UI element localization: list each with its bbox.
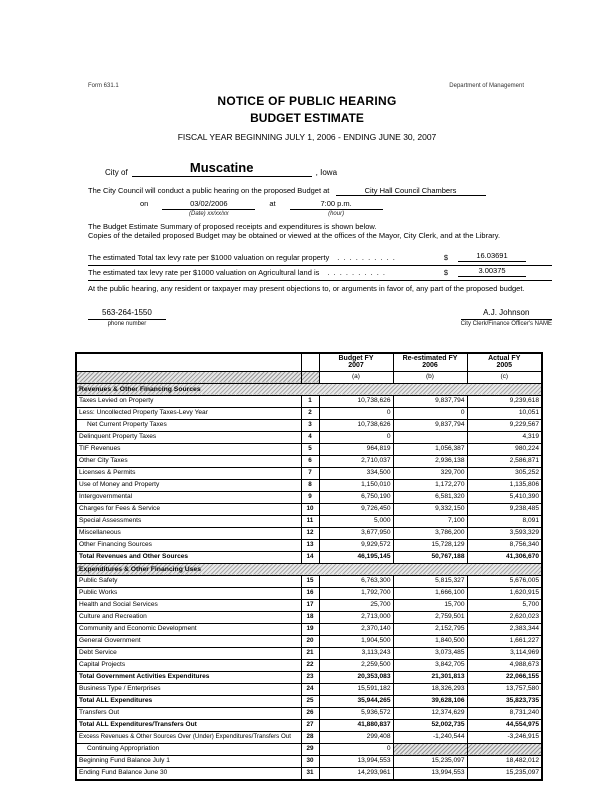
col-header-1: Re-estimated FY 2006 <box>393 353 467 371</box>
clerk-name: A.J. Johnson <box>461 308 552 320</box>
cell-c: 5,410,390 <box>467 491 542 503</box>
row-label: Ending Fund Balance June 30 <box>76 767 301 780</box>
cell-a: 9,726,450 <box>319 503 393 515</box>
row-number: 29 <box>301 743 319 755</box>
cell-c: 8,756,340 <box>467 539 542 551</box>
row-label: Excess Revenues & Other Sources Over (Under) Expenditures/Transfers Out <box>76 731 301 743</box>
row-number: 30 <box>301 755 319 767</box>
cell-b <box>393 743 467 755</box>
cell-b: 2,152,795 <box>393 623 467 635</box>
row-number: 27 <box>301 719 319 731</box>
body-text-2: Copies of the detailed proposed Budget may be obtained or viewed at the offices of the Mayor, City Clerk, and at the Library. <box>88 231 501 240</box>
document-meta <box>88 83 524 89</box>
cell-a: 2,370,140 <box>319 623 393 635</box>
row-number: 26 <box>301 707 319 719</box>
table-row <box>76 551 542 563</box>
cell-c: -3,246,915 <box>467 731 542 743</box>
cell-b: 2,759,501 <box>393 611 467 623</box>
cell-a: 5,936,572 <box>319 707 393 719</box>
cell-c: 2,620,023 <box>467 611 542 623</box>
cell-a: 0 <box>319 407 393 419</box>
fiscal-year-line: FISCAL YEAR BEGINNING JULY 1, 2006 - ENDING JUNE 30, 2007 <box>177 132 437 142</box>
body-text-1: The Budget Estimate Summary of proposed receipts and expenditures is shown below. <box>88 222 377 231</box>
cell-a: 1,150,010 <box>319 479 393 491</box>
cell-c: 15,235,097 <box>467 767 542 780</box>
table-row <box>76 683 542 695</box>
row-label: Public Safety <box>76 575 301 587</box>
row-number: 16 <box>301 587 319 599</box>
cell-a: 0 <box>319 431 393 443</box>
page-title: NOTICE OF PUBLIC HEARING <box>217 94 397 108</box>
agency-name: Department of Management <box>449 83 524 89</box>
row-number: 22 <box>301 659 319 671</box>
cell-a: 14,293,961 <box>319 767 393 780</box>
row-number: 5 <box>301 443 319 455</box>
cell-c: 2,383,344 <box>467 623 542 635</box>
row-label: Public Works <box>76 587 301 599</box>
cell-a: 25,700 <box>319 599 393 611</box>
levy-regular-value-group <box>444 251 526 262</box>
phone-label: phone number <box>107 321 147 327</box>
row-number: 3 <box>301 419 319 431</box>
letters-row-num <box>301 371 319 383</box>
row-label: Delinquent Property Taxes <box>76 431 301 443</box>
dot-leaders: . . . . . . . . . . <box>327 268 386 277</box>
hour-hint: (hour) <box>328 211 345 217</box>
cell-b: 1,172,270 <box>393 479 467 491</box>
cell-b: 3,073,485 <box>393 647 467 659</box>
date-hint: (Date) xx/xx/xx <box>189 211 229 217</box>
row-label: Special Assessments <box>76 515 301 527</box>
city-suffix: , Iowa <box>315 168 338 177</box>
row-label: Total ALL Expenditures/Transfers Out <box>76 719 301 731</box>
row-label: Other City Taxes <box>76 455 301 467</box>
row-label: Intergovernmental <box>76 491 301 503</box>
col-header-rownum <box>301 353 319 371</box>
table-row <box>76 527 542 539</box>
cell-c: 13,757,580 <box>467 683 542 695</box>
cell-b: 15,700 <box>393 599 467 611</box>
row-label: Transfers Out <box>76 707 301 719</box>
table-row <box>76 695 542 707</box>
at-label: at <box>269 199 276 208</box>
table-row <box>76 515 542 527</box>
row-number: 20 <box>301 635 319 647</box>
row-label: Charges for Fees & Service <box>76 503 301 515</box>
cell-b: 9,332,150 <box>393 503 467 515</box>
cell-c: 3,593,329 <box>467 527 542 539</box>
row-label: Beginning Fund Balance July 1 <box>76 755 301 767</box>
cell-a: 6,763,300 <box>319 575 393 587</box>
table-row <box>76 443 542 455</box>
cell-a: 9,929,572 <box>319 539 393 551</box>
hearing-time-field <box>290 199 383 217</box>
row-label: Licenses & Permits <box>76 467 301 479</box>
budget-table-wrapper <box>75 352 541 781</box>
table-row <box>76 431 542 443</box>
table-row <box>76 623 542 635</box>
cell-b: 50,767,188 <box>393 551 467 563</box>
row-number: 17 <box>301 599 319 611</box>
levy-regular-label: The estimated Total tax levy rate per $1000 valuation on regular property <box>88 253 330 262</box>
cell-c: 35,823,735 <box>467 695 542 707</box>
hearing-text: The City Council will conduct a public hearing on the proposed Budget at <box>88 186 330 195</box>
table-row <box>76 671 542 683</box>
section-header-row <box>76 383 542 395</box>
cell-c: 22,066,155 <box>467 671 542 683</box>
hearing-date-field <box>162 199 255 217</box>
cell-b: 9,837,794 <box>393 395 467 407</box>
row-number: 15 <box>301 575 319 587</box>
cell-b: -1,240,544 <box>393 731 467 743</box>
cell-c: 4,319 <box>467 431 542 443</box>
cell-c: 9,229,567 <box>467 419 542 431</box>
title-block <box>0 94 614 142</box>
col-header-item <box>76 353 301 371</box>
cell-b: 18,326,293 <box>393 683 467 695</box>
levy-regular-value: 16.03691 <box>458 251 526 262</box>
cell-a: 2,259,500 <box>319 659 393 671</box>
row-label: Health and Social Services <box>76 599 301 611</box>
cell-c: 2,586,871 <box>467 455 542 467</box>
table-row <box>76 767 542 780</box>
cell-b: 15,728,129 <box>393 539 467 551</box>
table-row <box>76 587 542 599</box>
section-header-row <box>76 563 542 575</box>
cell-a: 20,353,083 <box>319 671 393 683</box>
cell-a: 2,710,037 <box>319 455 393 467</box>
cell-a: 10,738,626 <box>319 419 393 431</box>
row-label: Use of Money and Property <box>76 479 301 491</box>
cell-a: 2,713,000 <box>319 611 393 623</box>
cell-a: 3,113,243 <box>319 647 393 659</box>
cell-b: 2,936,138 <box>393 455 467 467</box>
cell-c: 1,135,806 <box>467 479 542 491</box>
cell-b <box>393 431 467 443</box>
row-label: Total Revenues and Other Sources <box>76 551 301 563</box>
cell-b: 329,700 <box>393 467 467 479</box>
col-letter-1: (b) <box>393 371 467 383</box>
col-header-0: Budget FY 2007 <box>319 353 393 371</box>
row-label: Continuing Appropriation <box>76 743 301 755</box>
col-letter-0: (a) <box>319 371 393 383</box>
body-text-3: At the public hearing, any resident or taxpayer may present objections to, or arguments in favor of, any part of the proposed budget. <box>88 284 525 293</box>
cell-c: 5,676,005 <box>467 575 542 587</box>
cell-c: 1,661,227 <box>467 635 542 647</box>
levy-rate-regular-line <box>88 251 552 266</box>
cell-a: 964,819 <box>319 443 393 455</box>
row-number: 23 <box>301 671 319 683</box>
row-label: Miscellaneous <box>76 527 301 539</box>
budget-table-head <box>76 353 542 383</box>
cell-c: 3,114,969 <box>467 647 542 659</box>
city-name-field: Muscatine <box>132 160 312 177</box>
hearing-time-value: 7:00 p.m. <box>290 199 383 210</box>
cell-b: 1,840,500 <box>393 635 467 647</box>
letters-row-left <box>76 371 301 383</box>
cell-b: 13,994,553 <box>393 767 467 780</box>
cell-c: 8,091 <box>467 515 542 527</box>
table-row <box>76 755 542 767</box>
row-label: Debt Service <box>76 647 301 659</box>
on-label: on <box>140 199 149 208</box>
hearing-location-field: City Hall Council Chambers <box>336 186 486 196</box>
cell-b: 6,581,320 <box>393 491 467 503</box>
row-number: 24 <box>301 683 319 695</box>
cell-c: 18,482,012 <box>467 755 542 767</box>
cell-a: 3,677,950 <box>319 527 393 539</box>
cell-b: 0 <box>393 407 467 419</box>
cell-c <box>467 743 542 755</box>
budget-summary-table <box>75 352 543 781</box>
cell-a: 0 <box>319 743 393 755</box>
row-label: General Government <box>76 635 301 647</box>
cell-a: 1,792,700 <box>319 587 393 599</box>
cell-c: 8,731,240 <box>467 707 542 719</box>
table-row <box>76 395 542 407</box>
table-row <box>76 491 542 503</box>
row-label: TIF Revenues <box>76 443 301 455</box>
cell-a: 5,000 <box>319 515 393 527</box>
row-number: 8 <box>301 479 319 491</box>
cell-a: 15,591,182 <box>319 683 393 695</box>
clerk-label: City Clerk/Finance Officer's NAME <box>460 321 552 327</box>
row-number: 18 <box>301 611 319 623</box>
cell-c: 10,051 <box>467 407 542 419</box>
dot-leaders: . . . . . . . . . . <box>337 253 396 262</box>
phone-block <box>88 308 166 327</box>
row-label: Other Financing Sources <box>76 539 301 551</box>
clerk-block <box>461 308 552 327</box>
row-number: 31 <box>301 767 319 780</box>
levy-ag-label: The estimated tax levy rate per $1000 valuation on Agricultural land is <box>88 268 320 277</box>
cell-a: 13,994,553 <box>319 755 393 767</box>
row-number: 25 <box>301 695 319 707</box>
row-number: 1 <box>301 395 319 407</box>
table-row <box>76 407 542 419</box>
cell-b: 1,056,387 <box>393 443 467 455</box>
row-label: Capital Projects <box>76 659 301 671</box>
table-row <box>76 707 542 719</box>
table-row <box>76 479 542 491</box>
cell-a: 299,408 <box>319 731 393 743</box>
cell-a: 46,195,145 <box>319 551 393 563</box>
row-number: 14 <box>301 551 319 563</box>
table-row <box>76 599 542 611</box>
cell-a: 41,880,837 <box>319 719 393 731</box>
cell-c: 5,700 <box>467 599 542 611</box>
page-subtitle: BUDGET ESTIMATE <box>250 111 364 125</box>
phone-number: 563-264-1550 <box>88 308 166 320</box>
cell-c: 9,239,618 <box>467 395 542 407</box>
row-number: 10 <box>301 503 319 515</box>
table-row <box>76 611 542 623</box>
cell-c: 305,252 <box>467 467 542 479</box>
cell-a: 35,944,265 <box>319 695 393 707</box>
cell-c: 41,306,670 <box>467 551 542 563</box>
row-number: 7 <box>301 467 319 479</box>
col-letter-2: (c) <box>467 371 542 383</box>
row-number: 13 <box>301 539 319 551</box>
table-row <box>76 635 542 647</box>
budget-table-body <box>76 383 542 780</box>
cell-b: 7,100 <box>393 515 467 527</box>
row-label: Taxes Levied on Property <box>76 395 301 407</box>
hearing-date-value: 03/02/2006 <box>162 199 255 210</box>
row-number: 19 <box>301 623 319 635</box>
table-row <box>76 743 542 755</box>
row-number: 21 <box>301 647 319 659</box>
table-row <box>76 575 542 587</box>
cell-a: 10,738,626 <box>319 395 393 407</box>
row-number: 2 <box>301 407 319 419</box>
row-label: Culture and Recreation <box>76 611 301 623</box>
cell-b: 12,374,629 <box>393 707 467 719</box>
row-label: Total ALL Expenditures <box>76 695 301 707</box>
row-label: Business Type / Enterprises <box>76 683 301 695</box>
table-row <box>76 659 542 671</box>
cell-c: 4,988,673 <box>467 659 542 671</box>
cell-b: 9,837,794 <box>393 419 467 431</box>
form-number: Form 631.1 <box>88 83 119 89</box>
row-number: 28 <box>301 731 319 743</box>
row-label: Community and Economic Development <box>76 623 301 635</box>
cell-c: 44,554,975 <box>467 719 542 731</box>
row-number: 6 <box>301 455 319 467</box>
table-row <box>76 647 542 659</box>
table-row <box>76 455 542 467</box>
section-header-label: Expenditures & Other Financing Uses <box>76 563 542 575</box>
cell-b: 5,815,327 <box>393 575 467 587</box>
table-row <box>76 731 542 743</box>
cell-c: 1,620,915 <box>467 587 542 599</box>
signature-row <box>88 308 552 327</box>
table-row <box>76 503 542 515</box>
row-label: Total Government Activities Expenditures <box>76 671 301 683</box>
cell-c: 980,224 <box>467 443 542 455</box>
cell-a: 1,904,500 <box>319 635 393 647</box>
cell-b: 3,842,705 <box>393 659 467 671</box>
cell-b: 15,235,097 <box>393 755 467 767</box>
currency-sign: $ <box>443 253 448 262</box>
cell-a: 334,500 <box>319 467 393 479</box>
levy-rate-agricultural-line <box>88 266 552 281</box>
table-row <box>76 467 542 479</box>
table-row <box>76 539 542 551</box>
cell-b: 39,628,106 <box>393 695 467 707</box>
cell-b: 52,002,735 <box>393 719 467 731</box>
hearing-date-line <box>140 199 397 217</box>
levy-ag-value-group <box>444 266 526 277</box>
cell-b: 3,786,200 <box>393 527 467 539</box>
row-number: 4 <box>301 431 319 443</box>
row-number: 12 <box>301 527 319 539</box>
cell-c: 9,238,485 <box>467 503 542 515</box>
table-row <box>76 419 542 431</box>
city-line <box>105 160 337 177</box>
cell-b: 1,666,100 <box>393 587 467 599</box>
row-number: 9 <box>301 491 319 503</box>
levy-ag-value: 3.00375 <box>458 266 526 277</box>
col-header-2: Actual FY 2005 <box>467 353 542 371</box>
table-row <box>76 719 542 731</box>
currency-sign: $ <box>443 268 448 277</box>
cell-b: 21,301,813 <box>393 671 467 683</box>
row-label: Less: Uncollected Property Taxes-Levy Year <box>76 407 301 419</box>
section-header-label: Revenues & Other Financing Sources <box>76 383 542 395</box>
hearing-line <box>88 186 552 196</box>
city-prefix: City of <box>105 168 128 177</box>
row-number: 11 <box>301 515 319 527</box>
row-label: Net Current Property Taxes <box>76 419 301 431</box>
cell-a: 6,750,190 <box>319 491 393 503</box>
